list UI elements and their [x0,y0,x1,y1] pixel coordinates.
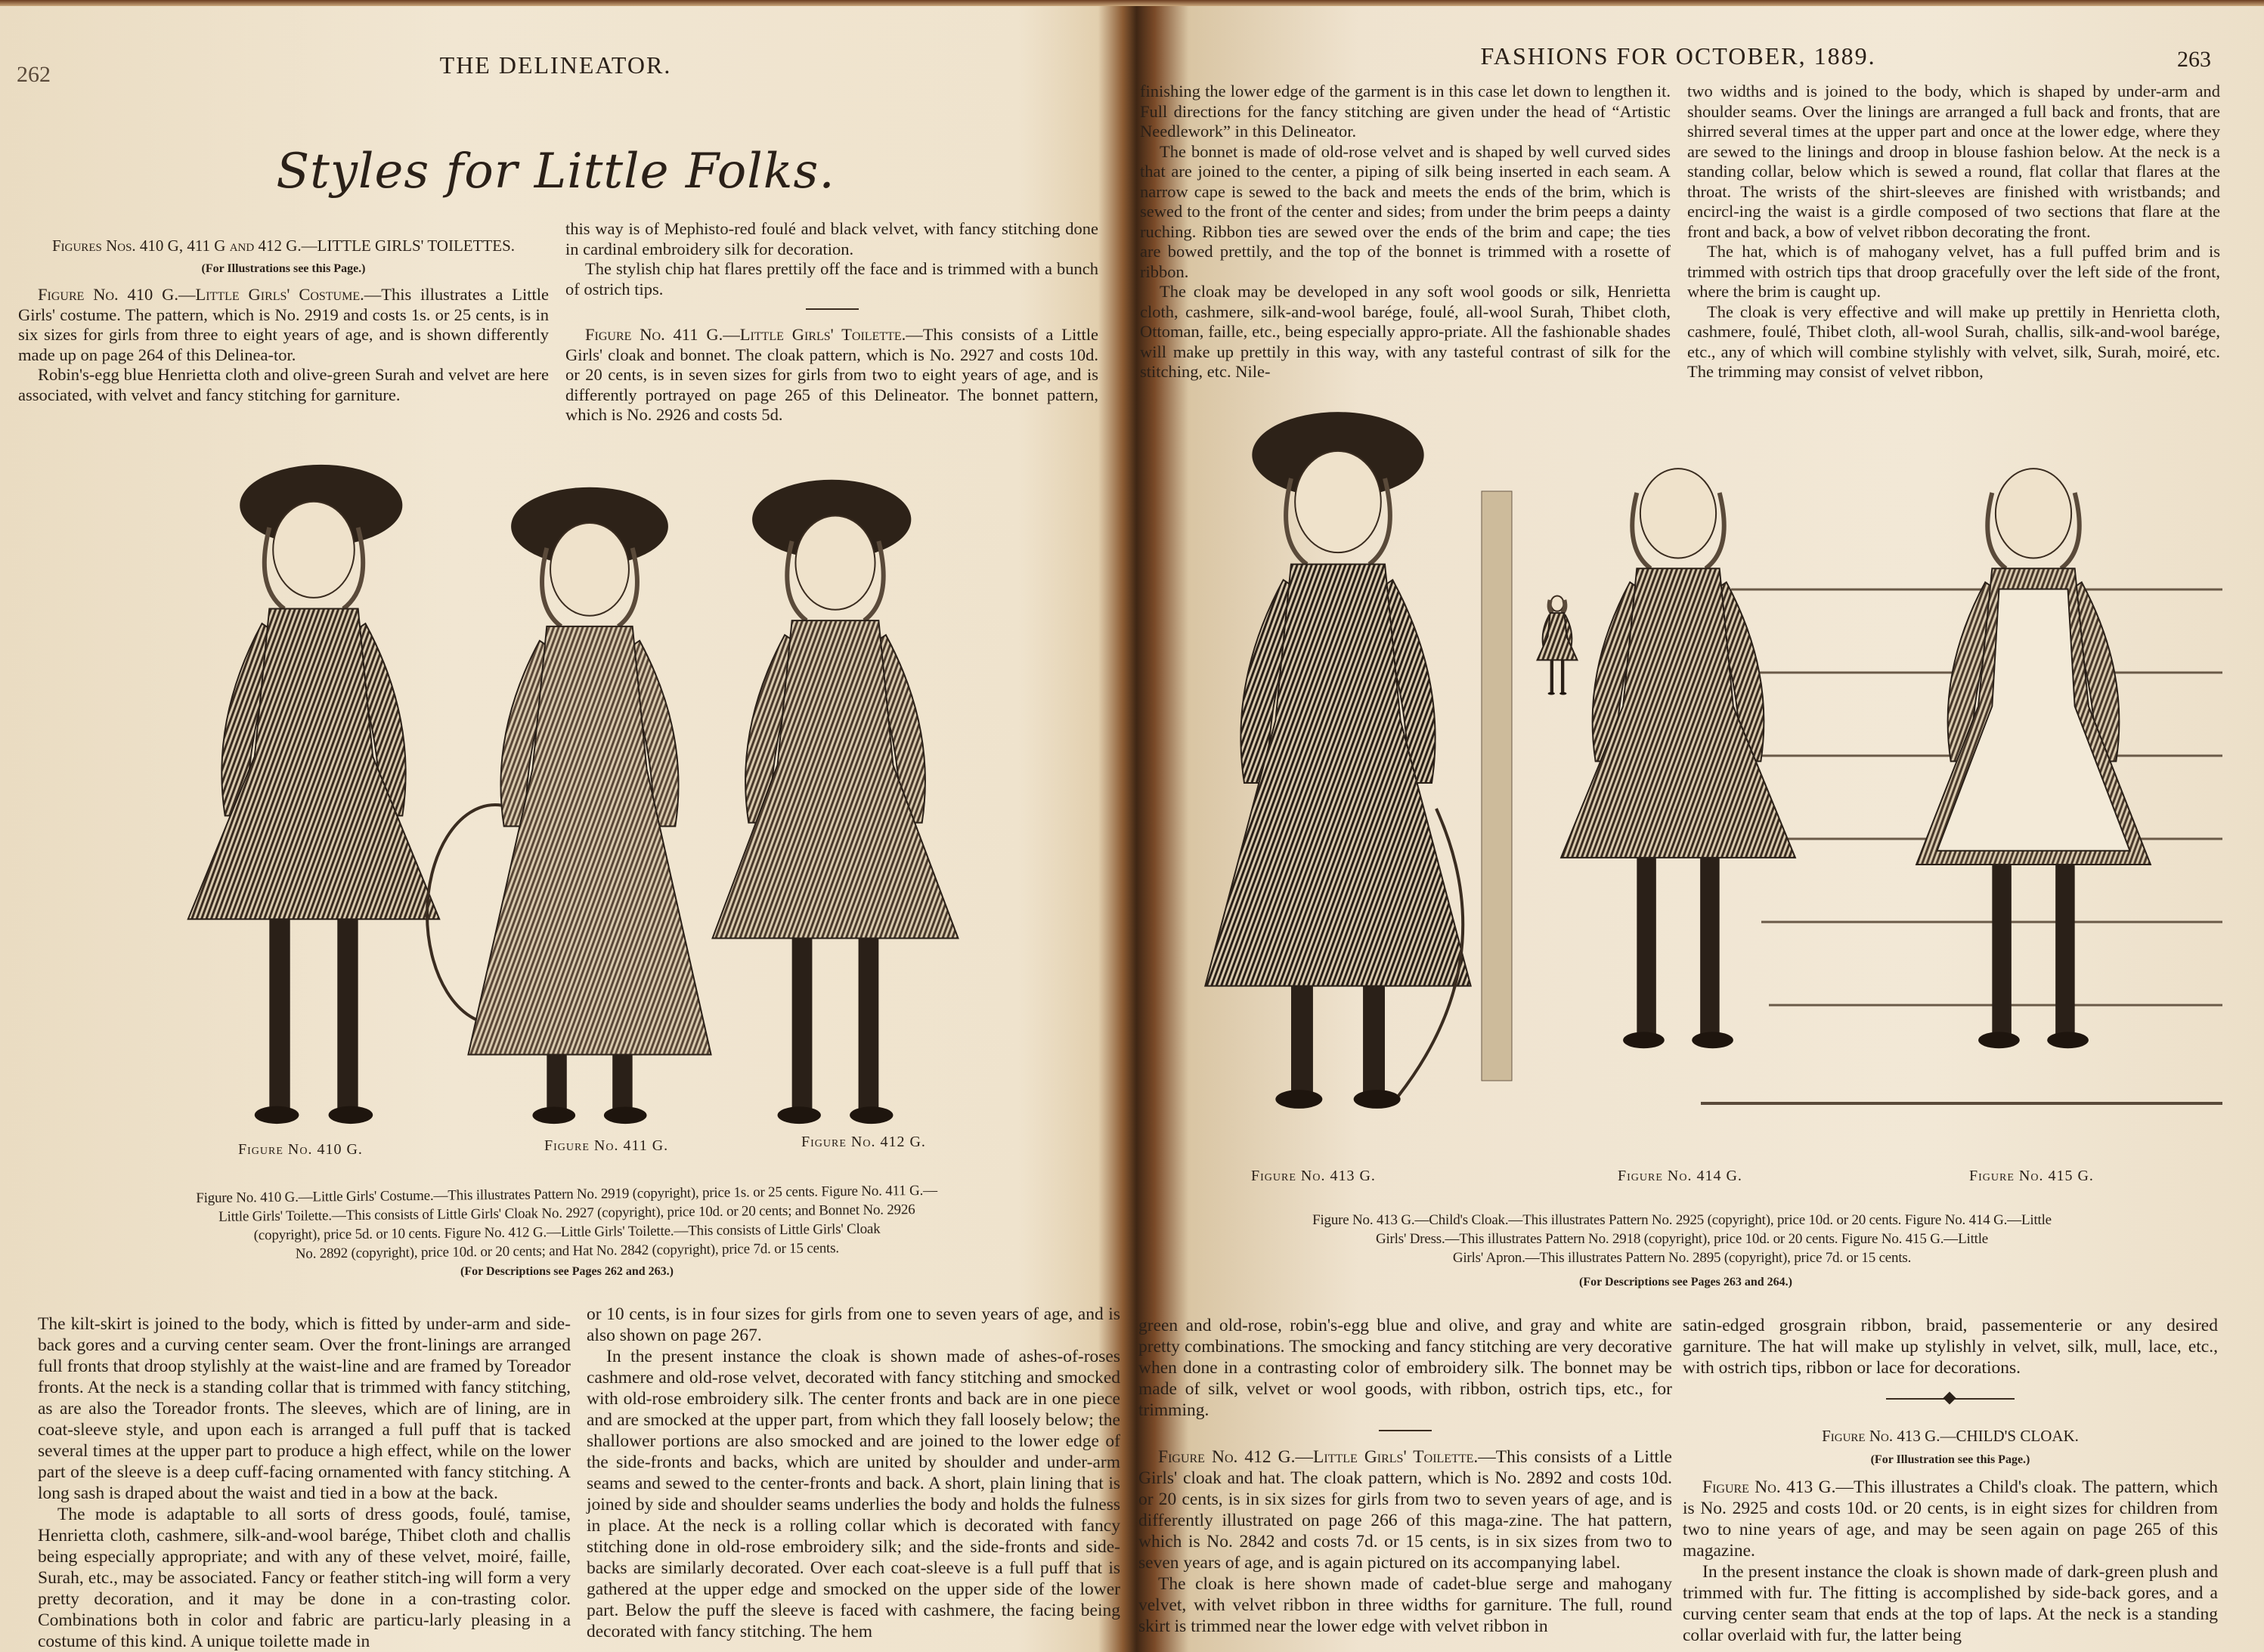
leg-drawing [612,1055,632,1112]
figure-label-415g: Figure No. 415 G. [1969,1168,2094,1184]
leg-drawing [1700,858,1720,1037]
head-drawing [273,502,355,598]
paragraph: The cloak is very effective and will make up prettily in Henrietta cloth, cashmere, foulé, Thibet cloth, all-wool Surah, challis, silk-and-wool barége, etc., any of which will combine stylishly with velvet, silk, Surah, moiré, etc. The trimming may consist of velvet ribbon, [1687,302,2220,381]
left-bottom-column-1 [38,1313,571,1652]
boot-drawing [1559,692,1566,695]
paragraph: The mode is adaptable to all sorts of dress goods, foulé, tamise, Henrietta cloth, cashmere, silk-and-wool barége, Thibet cloth and challis being especially appropriate; and with any of these velvet, moiré, faille, Surah, etc., may be associated. Fancy or feather stitch-ing will form a very pretty decoration, and it may be done in a con-trasting color. Combinations both in color and fabric are particu-larly pleasing in a costume of this kind. A unique toilette made in [38,1505,571,1651]
boot-drawing [1692,1032,1733,1048]
leg-drawing [1363,986,1385,1096]
leg-drawing [1550,660,1553,693]
right-bottom-column-1 [1138,1315,1672,1637]
figure-label-414g: Figure No. 414 G. [1618,1168,1742,1184]
page-number-right: 263 [2177,47,2211,72]
leg-drawing [1561,660,1564,693]
paragraph: The cloak is here shown made of cadet-blue serge and mahogany velvet, with velvet ribbon in three widths for garniture. The full, round skirt is trimmed near the lower edge with velvet ribbon in [1138,1574,1672,1636]
illustration-figures-413-415 [1149,385,2238,1164]
left-top-column-1 [18,233,549,405]
diamond-ornament-icon [1943,1392,1956,1405]
paragraph: The bonnet is made of old-rose velvet and is shaped by well curved sides that are joined to the center, a piping of silk being inserted in each seam. A narrow cape is sewed to the back and meets the ends of the brim, which is sewed to the front of the center and sides; from under the brim peeps a dainty ruching. Ribbon ties are sewed over the ends of the brim and cape; the ties are bowed prettily, and the top of the bonnet is trimmed with a rosette of ribbon. [1140,141,1671,281]
leg-drawing [337,919,358,1111]
leg-drawing [1992,865,2012,1037]
scan-top-edge [0,0,2264,6]
head-drawing [1550,596,1563,611]
figure-414g-drawing [1561,469,1795,1048]
paragraph: two widths and is joined to the body, which is shaped by under-arm and shoulder seams. Over the linings are arranged a full back and fronts, that are shirred several times at the upper part and once at the lower edge, where they are sewed to the linings and droop in blouse fashion below. At the neck is a standing collar, below which is sewed a round, flat collar that flares at the throat. The wrists of the shirt-sleeves are finished with wristbands; and encircl-ing the waist is a girdle composed of two sections that flare at the front and back, a bow of velvet ribbon decorating the front. [1687,82,2220,241]
figure-label-411g: Figure No. 411 G. [544,1137,669,1154]
figure-caption-left: Figure No. 410 G.—Little Girls' Costume.—This illustrates Pattern No. 2919 (copyright), price 1s. or 25 cents. Figure No. 411 G.— Little Girls' Toilette.—This consists of Little Girls' Cloak No. 2927 (copyright), price 10d. or 20 cents; and Bonnet No. 2926 (copyright), price 5d. or 10 cents. Figure No. 412 G.—Little Girls' Toilette.—This consists of Little Girls' Cloak No. 2892 (copyright), price 10d. or 20 cents; and Hat No. 2842 (copyright), price 7d. or 15 cents. [196,1182,938,1262]
paragraph: The stylish chip hat flares prettily off the face and is trimmed with a bunch of ostrich tips. [565,259,1098,299]
paragraph: or 10 cents, is in four sizes for girls from one to seven years of age, and is also shown on page 267. [587,1304,1120,1345]
paragraph: Figure No. 413 G.—This illustrates a Child's cloak. The pattern, which is No. 2925 and costs 10d. or 20 cents, is in eight sizes for children from two to nine years of age, and may be seen again on page 265 of this magazine. [1683,1477,2218,1561]
figure-415g-drawing [1916,469,2151,1048]
boot-drawing [604,1107,647,1125]
left-bottom-column-2 [587,1304,1120,1642]
head-drawing [1295,451,1381,552]
boot-drawing [1354,1090,1401,1109]
paragraph: The kilt-skirt is joined to the body, which is fitted by under-arm and side-back gores and a curving center seam. Over the front-linings are arranged full fronts that droop stylishly at the waist-line and are framed by Toreador fronts. At the neck is a standing collar that is trimmed with fancy stitching, as are also the Toreador fronts. The sleeves, which are of lining, are in coat-sleeve style, and upon each is arranged a full puff that is tacked several times at the upper part to produce a high effect, while on the lower part of the sleeve is a deep cuff-facing ornamented with fancy stitching. A long sash is draped about the waist and tied in a bow at the back. [38,1314,571,1503]
right-bottom-column-2 [1683,1315,2218,1646]
head-drawing [795,516,875,610]
paragraph: Figure No. 411 G.—Little Girls' Toilette.—This consists of a Little Girls' cloak and bonnet. The cloak pattern, which is No. 2927 and costs 10d. or 20 cents, is in seven sizes for girls from two to eight years of age, and is differently portrayed on page 265 of this Delineator. The bonnet pattern, which is No. 2926 and costs 5d. [565,325,1099,424]
ornamental-divider [1886,1398,2015,1400]
paragraph: In the present instance the cloak is shown made of dark-green plush and trimmed with fur. The fitting is accomplished by side-back gores, and a curving center seam that ends at the top of laps. At the neck is a standing collar overlaid with fur, the latter being [1683,1562,2218,1645]
paragraph: satin-edged grosgrain ribbon, braid, passementerie or any desired garniture. The hat will make up stylishly in velvet, silk, mull, lace, etc., with ostrich tips, ribbon or lace for decorations. [1683,1316,2218,1378]
paragraph: In the present instance the cloak is shown made of ashes-of-roses cashmere and old-rose velvet, decorated with fancy stitching and smocked with old-rose embroidery silk. The center fronts and back are in one piece and are smocked at the upper part, from which they fall loosely below; the shallower portions are also smocked and are joined to the lower edge of the side-fronts and backs, which are united by shoulder and under-arm seams and sewed to the center-fronts and back. A short, plain lining that is joined by side and shoulder seams underlies the body and holds the fulness in place. At the neck is a rolling collar which is decorated with fancy stitching done in old-rose embroidery silk; and the side-fronts and side-backs are similarly decorated. Over each coat-sleeve is a full puff that is gathered at the upper edge and smocked on the upper side of the lower part. Below the puff the sleeve is faced with cashmere, the facing being decorated with fancy stitching. The hem [587,1347,1120,1641]
running-head-right: FASHIONS FOR OCTOBER, 1889. [1480,42,1876,70]
paragraph: this way is of Mephisto-red foulé and black velvet, with fancy stitching done in cardinal embroidery silk for decoration. [565,219,1098,258]
figure-412g-drawing [713,480,959,1124]
boot-drawing [532,1107,575,1125]
head-drawing [1640,469,1716,558]
right-top-column-1 [1140,82,1671,382]
section-heading: Figures Nos. 410 G, 411 G and 412 G.—LITTLE GIRLS' TOILETTES. [51,237,516,255]
garment-drawing [468,626,711,1055]
paragraph: Figure No. 412 G.—Little Girls' Toilette.—This consists of a Little Girls' cloak and hat. The cloak pattern, which is No. 2892 and costs 10d. or 20 cents, is in six sizes for girls from two to seven years of age, and is differently illustrated on page 266 of this maga-zine. The hat pattern, which is No. 2842 and costs 7d. or 15 cents, is in six sizes from two to seven years of age, and is again pictured on its accompanying label. [1138,1447,1672,1573]
figure-413g-drawing [1205,412,1470,1109]
paragraph: Robin's-egg blue Henrietta cloth and olive-green Surah and velvet are here associated, with velvet and fancy stitching for garniture. [18,365,549,404]
boot-drawing [1548,692,1555,695]
figure-411g-drawing [468,487,711,1124]
section-divider [806,308,859,310]
figure-caption-right: Figure No. 413 G.—Child's Cloak.—This illustrates Pattern No. 2925 (copyright), price 10d. or 20 cents. Figure No. 414 G.—Little Girls' Dress.—This illustrates Pattern No. 2918 (copyright), price 10d. or 20 cents. Figure No. 415 G.—Little Girls' Apron.—This illustrates Pattern No. 2895 (copyright), price 7d. or 15 cents. [1312,1212,2052,1266]
head-drawing [550,523,629,616]
leg-drawing [792,939,813,1112]
paragraph: The cloak may be developed in any soft wool goods or silk, Henrietta cloth, cashmere, silk-and-wool barége, foulé, all-wool Surah, Thibet cloth, Ottoman, faille, etc., being especially appro-priate. All the fashionable shades will make up prettily in this way, with any tasteful contrast of silk for the stitching, etc. Nile- [1140,282,1671,381]
boot-drawing [850,1106,893,1124]
figure-410g-drawing [188,465,439,1124]
section-divider [1379,1430,1432,1431]
background-figure-drawing [1538,596,1578,695]
paragraph: green and old-rose, robin's-egg blue and olive, and gray and white are pretty combinations. The smocking and fancy stitching are very decorative when done in a contrasting color of embroidery silk. The bonnet may be made of silk, velvet or wool goods, with ribbon, ostrich tips, etc., for trimming. [1138,1316,1672,1420]
descriptions-reference-left: (For Descriptions see Pages 262 and 263.) [460,1265,674,1278]
head-drawing [1996,469,2071,558]
page-title: Styles for Little Folks. [276,144,835,200]
door-frame-drawing [1482,491,1512,1081]
figure-label-410g: Figure No. 410 G. [238,1141,363,1158]
paragraph: The hat, which is of mahogany velvet, has a full puffed brim and is trimmed with ostrich tips that droop gracefully over the left side of the front, where the brim is caught up. [1687,242,2220,301]
leg-drawing [2055,865,2075,1037]
figure-label-412g: Figure No. 412 G. [801,1134,926,1150]
boot-drawing [1275,1090,1322,1109]
boot-drawing [255,1106,299,1124]
figure-label-413g: Figure No. 413 G. [1251,1168,1376,1184]
leg-drawing [269,919,290,1111]
left-top-column-2 [565,219,1098,425]
boot-drawing [778,1106,821,1124]
illustration-figures-410-412 [151,431,1021,1141]
leg-drawing [547,1055,566,1112]
leg-drawing [1291,986,1313,1096]
section-subheading: (For Illustration see this Page.) [1870,1453,2030,1466]
boot-drawing [1978,1032,2020,1048]
boot-drawing [2047,1032,2089,1048]
boot-drawing [329,1106,373,1124]
page-number-left: 262 [17,62,51,87]
running-head-left: THE DELINEATOR. [439,51,672,79]
leg-drawing [859,939,879,1112]
section-subheading: (For Illustrations see this Page.) [201,261,366,275]
section-heading: Figure No. 413 G.—CHILD'S CLOAK. [1822,1427,2079,1445]
descriptions-reference-right: (For Descriptions see Pages 263 and 264.) [1579,1276,1792,1288]
leg-drawing [1637,858,1656,1037]
right-top-column-2 [1687,82,2220,382]
paragraph: finishing the lower edge of the garment is in this case let down to lengthen it. Full directions for the fancy stitching are given under the head of “Artistic Needlework” in this Delineator. [1140,82,1671,141]
boot-drawing [1623,1032,1665,1048]
paragraph: Figure No. 410 G.—Little Girls' Costume.—This illustrates a Little Girls' costume. The pattern, which is No. 2919 and costs 1s. or 25 cents, is in six sizes for girls from three to eight years of age, and is shown differently made up on page 264 of this Delinea-tor. [18,285,549,364]
